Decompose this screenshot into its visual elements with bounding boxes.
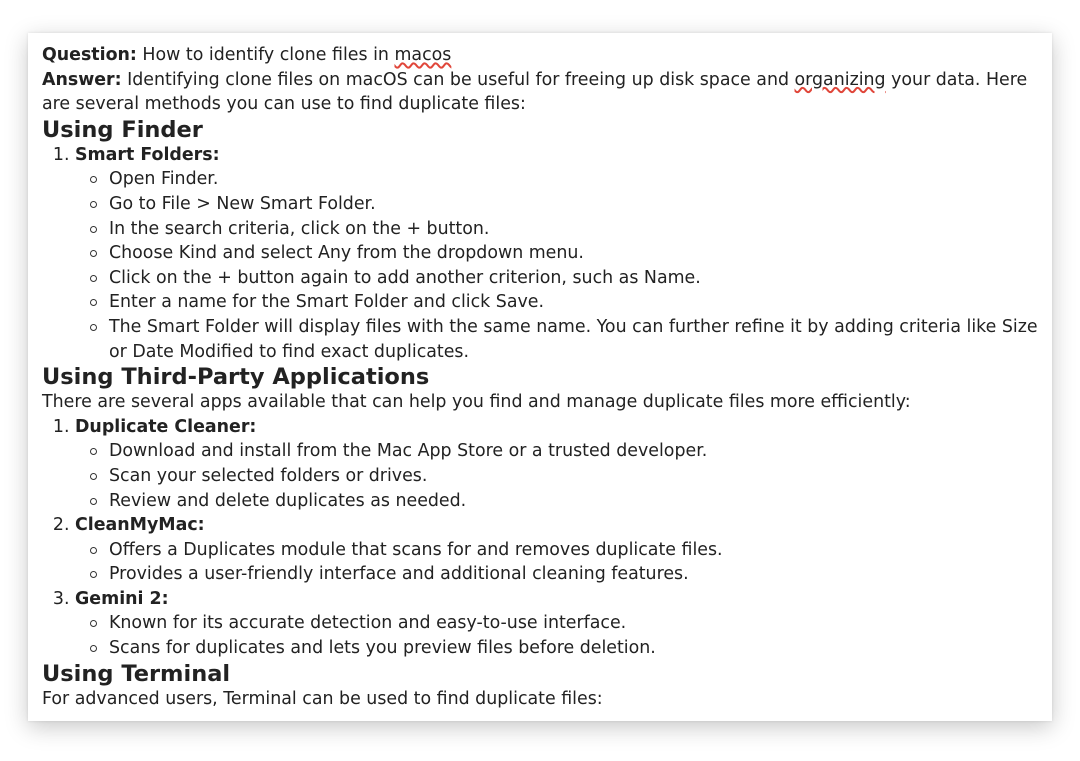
question-line — [42, 43, 1048, 68]
list-item: Provides a user-friendly interface and additional cleaning features. — [109, 562, 1048, 587]
section-heading-finder: Using Finder — [42, 116, 203, 143]
cleanmymac-features — [75, 538, 1048, 587]
gemini-2-features — [75, 611, 1048, 660]
list-item — [75, 513, 1048, 587]
document-window — [28, 33, 1052, 721]
third-party-intro: There are several apps available that can help you find and manage duplicate files more efficiently: — [42, 392, 911, 413]
list-item: Known for its accurate detection and easy-to-use interface. — [109, 611, 1048, 636]
question-label: Question: — [42, 45, 137, 65]
item-title-gemini-2: Gemini 2: — [75, 588, 169, 609]
list-item: Download and install from the Mac App Store or a trusted developer. — [109, 439, 1048, 464]
finder-method-list — [42, 143, 1048, 364]
document-content[interactable] — [42, 43, 1048, 711]
duplicate-cleaner-steps — [75, 439, 1048, 513]
misspelled-word-macos[interactable]: macos — [394, 45, 452, 65]
list-item: Open Finder. — [109, 167, 1048, 192]
list-item: Enter a name for the Smart Folder and click Save. — [109, 290, 1048, 315]
list-item: Scans for duplicates and lets you preview files before deletion. — [109, 636, 1048, 661]
answer-line — [42, 68, 1048, 117]
smart-folders-steps — [75, 167, 1048, 364]
list-item: Click on the + button again to add another criterion, such as Name. — [109, 266, 1048, 291]
list-item: In the search criteria, click on the + button. — [109, 217, 1048, 242]
list-item: Go to File > New Smart Folder. — [109, 192, 1048, 217]
answer-text-start: Identifying clone files on macOS can be useful for freeing up disk space and — [121, 69, 795, 90]
list-item — [75, 143, 1048, 364]
list-item: Scan your selected folders or drives. — [109, 464, 1048, 489]
terminal-intro: For advanced users, Terminal can be used to find duplicate files: — [42, 688, 603, 709]
answer-text-end: your data. Here are several methods you can use to find duplicate files: — [42, 69, 1028, 115]
list-item: Choose Kind and select Any from the dropdown menu. — [109, 241, 1048, 266]
misspelled-word-organizing[interactable]: organizing — [794, 69, 886, 90]
section-heading-terminal: Using Terminal — [42, 660, 231, 687]
list-item — [75, 587, 1048, 661]
section-heading-third-party: Using Third-Party Applications — [42, 364, 430, 391]
list-item: Review and delete duplicates as needed. — [109, 489, 1048, 514]
item-title-cleanmymac: CleanMyMac: — [75, 515, 205, 536]
item-title-duplicate-cleaner: Duplicate Cleaner: — [75, 416, 257, 437]
list-item — [75, 415, 1048, 513]
list-item: Offers a Duplicates module that scans for and removes duplicate files. — [109, 538, 1048, 563]
third-party-app-list — [42, 415, 1048, 661]
answer-label: Answer: — [42, 69, 122, 90]
item-title-smart-folders: Smart Folders: — [75, 144, 220, 165]
list-item: The Smart Folder will display files with the same name. You can further refine it by adding criteria like Size or Date Modified to find exact duplicates. — [109, 315, 1048, 364]
question-text: How to identify clone files in — [136, 45, 395, 65]
